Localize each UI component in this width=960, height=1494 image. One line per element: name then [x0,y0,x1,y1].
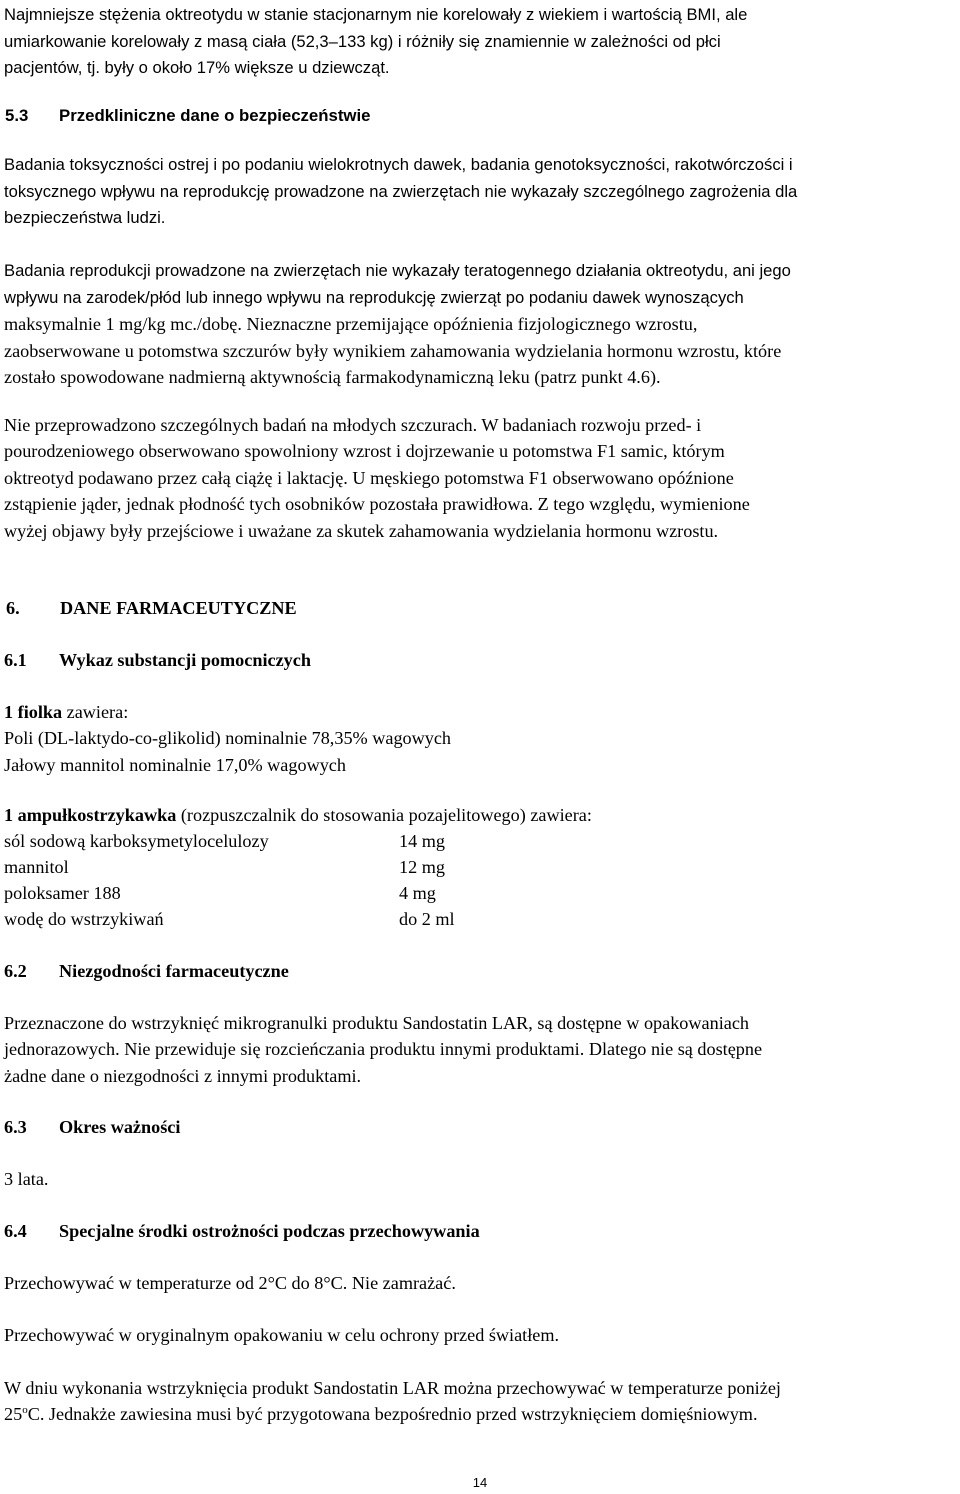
safety-paragraph-3 [4,412,960,544]
ingredient-name: wodę do wstrzykiwań [4,909,164,929]
vial-contents [4,699,960,778]
table-row [4,828,455,854]
ingredient-amount: 14 mg [399,831,445,851]
section-title: DANE FARMACEUTYCZNE [60,598,297,618]
paragraph-line: Nie przeprowadzono szczególnych badań na młodych szczurach. W badaniach rozwoju przed- i [4,415,702,435]
paragraph-line: toksycznego wpływu na reprodukcję prowadzone na zwierzętach nie wykazały szczególnego zagrożenia dla [4,181,798,201]
intro-line: umiarkowanie korelowały z masą ciała (52,3–133 kg) i różniły się znamiennie w zależności od płci [4,31,721,51]
paragraph-line: Badania reprodukcji prowadzone na zwierzętach nie wykazały teratogennego działania oktreotydu, ani jego [4,261,791,280]
section-number: 6.3 [4,1117,27,1137]
intro-line: pacjentów, tj. były o około 17% większe u dziewcząt. [4,58,390,77]
section-number: 6.1 [4,650,27,670]
section-heading-6-2 [4,958,960,984]
paragraph-line: W dniu wykonania wstrzyknięcia produkt Sandostatin LAR można przechowywać w temperaturze poniżej [4,1378,781,1398]
paragraph-line: zstąpienie jąder, jednak płodność tych osobników pozostała prawidłowa. Z tego względu, wymienione [4,494,750,515]
storage-line-1: Przechowywać w temperaturze od 2°C do 8°C. Nie zamrażać. [4,1273,456,1293]
vial-label: 1 fiolka [4,702,63,722]
paragraph-line: oktreotyd podawano przez całą ciążę i laktację. U męskiego potomstwa F1 obserwowano opóźnione [4,467,734,488]
table-row [4,906,455,932]
section-title: Przedkliniczne dane o bezpieczeństwie [59,106,371,125]
paragraph-line: zaobserwowane u potomstwa szczurów były wynikiem zahamowania wydzielania hormonu wzrostu, które [4,340,782,361]
storage-paragraph-3 [4,1375,960,1428]
intro-paragraph [4,2,960,82]
safety-paragraph-1 [4,152,960,232]
section-title: Niezgodności farmaceutyczne [59,961,289,981]
incompatibilities-paragraph [4,1010,960,1089]
ingredient-name: mannitol [4,857,69,877]
paragraph-line: jednorazowych. Nie przewiduje się rozcieńczania produktu innymi produktami. Dlatego nie są dostępne [4,1039,763,1060]
shelf-life-text [4,1166,960,1192]
section-heading-5-3 [5,103,960,129]
ingredient-amount: 12 mg [399,857,445,877]
section-heading-6-4 [4,1218,960,1244]
section-number: 6. [6,598,20,618]
storage-line-2: Przechowywać w oryginalnym opakowaniu w celu ochrony przed światłem. [4,1325,560,1345]
shelf-life-value: 3 lata. [4,1169,49,1189]
paragraph-line: pourodzeniowego obserwowano spowolniony wzrost i dojrzewanie u potomstwa F1 samic, którym [4,441,725,462]
paragraph-line: Przeznaczone do wstrzyknięć mikrogranulki produktu Sandostatin LAR, są dostępne w opakowaniach [4,1013,749,1033]
ingredient-name: sól sodową karboksymetylocelulozy [4,831,269,851]
table-row [4,854,455,880]
paragraph-line: żadne dane o niezgodności z innymi produktami. [4,1065,362,1086]
section-heading-6-3 [4,1114,960,1140]
section-number: 5.3 [5,106,29,125]
ingredient-amount: do 2 ml [399,909,455,929]
excipient-line: Jałowy mannitol nominalnie 17,0% wagowych [4,754,346,775]
syringe-header [4,802,960,828]
vial-label-rest: zawiera: [62,702,129,722]
syringe-label-rest: (rozpuszczalnik do stosowania pozajelitowego) zawiera: [176,805,592,825]
paragraph-line: maksymalnie 1 mg/kg mc./dobę. Nieznaczne przemijające opóźnienia fizjologicznego wzrostu, [4,314,698,334]
section-number: 6.2 [4,961,27,981]
paragraph-line: Badania toksyczności ostrej i po podaniu wielokrotnych dawek, badania genotoksyczności, rakotwórczości i [4,155,793,174]
table-row [4,880,455,906]
syringe-label: 1 ampułkostrzykawka [4,805,177,825]
page-number: 14 [472,1475,488,1490]
paragraph-line: 25$^o$C. Jednakże zawiesina musi być przygotowana bezpośrednio przed wstrzyknięciem domięśniowym. [4,1404,758,1425]
safety-paragraph-2 [4,258,960,391]
intro-line: Najmniejsze stężenia oktreotydu w stanie stacjonarnym nie korelowały z wiekiem i wartością BMI, ale [4,5,748,24]
paragraph-line: bezpieczeństwa ludzi. [4,208,166,227]
section-title: Specjalne środki ostrożności podczas przechowywania [59,1221,480,1241]
ingredient-amount: 4 mg [399,883,436,903]
section-number: 6.4 [4,1221,27,1241]
paragraph-line: wyżej objawy były przejściowe i uważane za skutek zahamowania wydzielania hormonu wzrostu. [4,520,719,541]
degree-superscript: o [22,1404,28,1417]
ingredient-name: poloksamer 188 [4,883,121,903]
section-heading-6-1 [4,647,960,673]
paragraph-line: zostało spowodowane nadmierną aktywnością farmakodynamiczną leku (patrz punkt 4.6). [4,367,661,387]
section-heading-6 [6,595,960,621]
section-title: Wykaz substancji pomocniczych [59,650,311,670]
vial-header [4,699,960,725]
section-title: Okres ważności [59,1117,181,1137]
excipient-line: Poli (DL-laktydo-co-glikolid) nominalnie 78,35% wagowych [4,728,452,749]
paragraph-line: wpływu na zarodek/płód lub innego wpływu na reprodukcję zwierząt po podaniu dawek wynoszących [4,287,744,307]
syringe-composition-table [4,828,455,932]
